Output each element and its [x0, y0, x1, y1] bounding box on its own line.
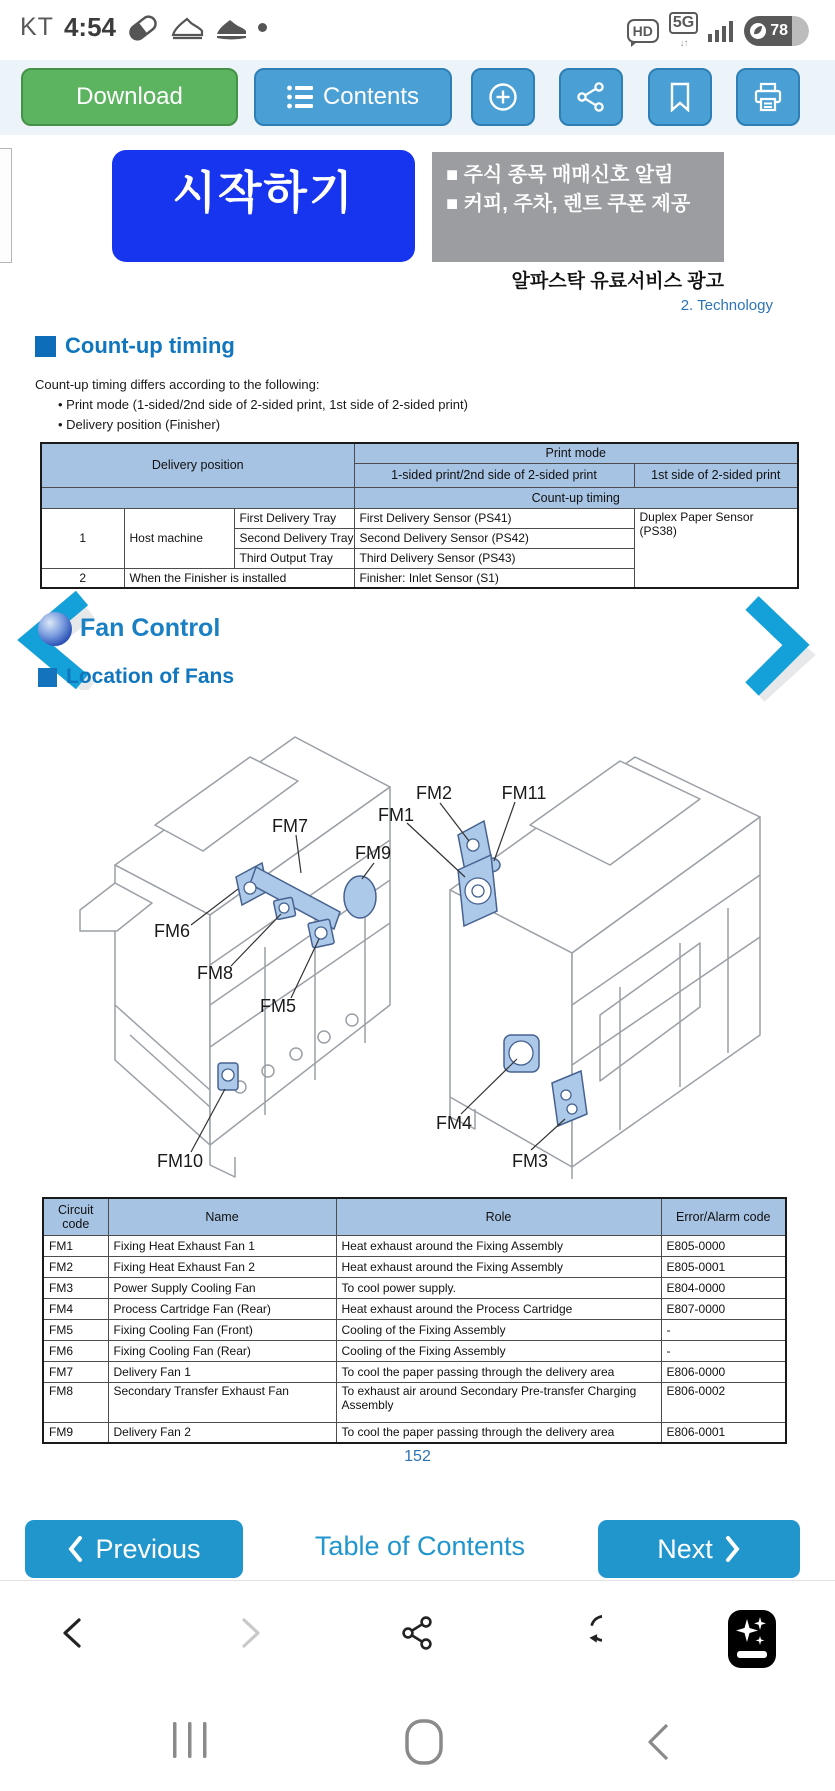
5g-icon: 5G ↓↑ [669, 12, 698, 50]
cell-sensor3: Third Delivery Sensor (PS43) [354, 548, 634, 568]
shoe-outline-icon [170, 15, 204, 41]
cell-name: Secondary Transfer Exhaust Fan [108, 1382, 336, 1422]
diagram-label-fm8: FM8 [197, 963, 233, 983]
cell-role: To exhaust air around Secondary Pre-transfer Charging Assembly [336, 1382, 661, 1422]
cell-err: E805-0001 [661, 1256, 786, 1277]
print-icon [753, 82, 783, 112]
android-navigation-bar [0, 1690, 835, 1791]
th-print-mode: Print mode [354, 443, 798, 463]
cell-err: E806-0001 [661, 1422, 786, 1443]
diagram-label-fm6: FM6 [154, 921, 190, 941]
cell-name: Fixing Heat Exhaust Fan 1 [108, 1235, 336, 1256]
ad-edge-fragment [0, 148, 12, 263]
th-error-code: Error/Alarm code [661, 1198, 786, 1235]
print-button[interactable] [736, 68, 800, 126]
cell-name: Process Cartridge Fan (Rear) [108, 1298, 336, 1319]
download-label: Download [76, 83, 183, 110]
cell-role: Heat exhaust around the Process Cartridge [336, 1298, 661, 1319]
document-page [0, 135, 835, 1580]
previous-label: Previous [95, 1533, 201, 1564]
table-of-contents-link[interactable]: Table of Contents [314, 1531, 526, 1561]
cell-row1-loc: Host machine [124, 508, 234, 568]
cell-role: To cool the paper passing through the delivery area [336, 1422, 661, 1443]
ai-assist-icon[interactable] [727, 1609, 777, 1669]
cell-duplex-sensor: Duplex Paper Sensor (PS38) [634, 508, 798, 588]
cell-code: FM2 [43, 1256, 108, 1277]
next-label: Next [657, 1533, 713, 1564]
table-row [43, 1298, 786, 1319]
notification-dot [258, 23, 267, 32]
ad-text-box[interactable] [432, 152, 724, 262]
table-row [43, 1361, 786, 1382]
browser-toolbar [0, 1580, 835, 1690]
contents-label: Contents [322, 83, 420, 110]
cell-err: E807-0000 [661, 1298, 786, 1319]
cell-code: FM4 [43, 1298, 108, 1319]
add-button[interactable] [471, 68, 535, 126]
cell-sensor1: First Delivery Sensor (PS41) [354, 508, 634, 528]
cell-code: FM9 [43, 1422, 108, 1443]
fan-location-diagram [60, 705, 780, 1185]
home-icon[interactable] [404, 1718, 444, 1766]
add-circle-icon [488, 82, 518, 112]
diagram-label-fm9: FM9 [355, 843, 391, 863]
next-page-chevron[interactable] [738, 593, 818, 703]
cell-tray1: First Delivery Tray [234, 508, 354, 528]
cell-role: To cool the paper passing through the delivery area [336, 1361, 661, 1382]
th-mode1: 1-sided print/2nd side of 2-sided print [354, 463, 634, 487]
sphere-bullet [38, 612, 72, 646]
diagram-label-fm11: FM11 [501, 783, 547, 803]
intro-text: Count-up timing differs according to the following: [35, 377, 320, 392]
back-icon[interactable] [55, 1615, 91, 1651]
cell-row2-loc: When the Finisher is installed [124, 568, 354, 588]
download-button[interactable] [21, 68, 238, 126]
cell-role: Heat exhaust around the Fixing Assembly [336, 1235, 661, 1256]
table-row [43, 1319, 786, 1340]
cell-name: Power Supply Cooling Fan [108, 1277, 336, 1298]
square-bullet [38, 668, 57, 687]
cell-code: FM6 [43, 1340, 108, 1361]
cell-role: Heat exhaust around the Fixing Assembly [336, 1256, 661, 1277]
cell-name: Fixing Cooling Fan (Rear) [108, 1340, 336, 1361]
shoe-filled-icon [214, 15, 248, 41]
th-role: Role [336, 1198, 661, 1235]
section-fan-control: Fan Control [80, 614, 221, 642]
diagram-label-fm1: FM1 [378, 805, 414, 825]
cell-name: Fixing Cooling Fan (Front) [108, 1319, 336, 1340]
previous-button[interactable] [25, 1520, 243, 1578]
cell-name: Fixing Heat Exhaust Fan 2 [108, 1256, 336, 1277]
th-spacer [41, 487, 354, 508]
cell-row2-num: 2 [41, 568, 124, 588]
bullet-delivery-position: • Delivery position (Finisher) [58, 417, 221, 432]
diagram-label-fm7: FM7 [272, 816, 308, 836]
cell-err: E806-0000 [661, 1361, 786, 1382]
cell-code: FM5 [43, 1319, 108, 1340]
chevron-right-icon [725, 1536, 741, 1562]
cell-code: FM3 [43, 1277, 108, 1298]
cell-code: FM7 [43, 1361, 108, 1382]
share-button[interactable] [559, 68, 623, 126]
cell-code: FM1 [43, 1235, 108, 1256]
fan-table [42, 1197, 787, 1444]
cell-err: - [661, 1340, 786, 1361]
cell-role: To cool power supply. [336, 1277, 661, 1298]
battery-indicator: 78 [744, 16, 809, 46]
diagram-label-fm10: FM10 [156, 1151, 204, 1171]
section-title: Count-up timing [65, 333, 235, 358]
cell-row1-num: 1 [41, 508, 124, 568]
ad-cta-button[interactable]: 시작하기 [112, 150, 415, 262]
diagram-label-fm5: FM5 [260, 996, 296, 1016]
cell-err: - [661, 1319, 786, 1340]
signal-icon [708, 19, 734, 43]
th-count-up-timing: Count-up timing [354, 487, 798, 508]
section-location-of-fans [38, 665, 234, 689]
ad-line-2: ■ 커피, 주차, 렌트 쿠폰 제공 [446, 193, 691, 215]
list-icon [287, 85, 313, 109]
cell-name: Delivery Fan 2 [108, 1422, 336, 1443]
cell-name: Delivery Fan 1 [108, 1361, 336, 1382]
contents-button[interactable] [254, 68, 452, 126]
bookmark-button[interactable] [648, 68, 712, 126]
battery-leaf-icon [749, 22, 767, 40]
table-row [43, 1422, 786, 1443]
table-row [43, 1256, 786, 1277]
breadcrumb: 2. Technology [680, 297, 773, 314]
square-bullet [35, 336, 56, 357]
bookmark-icon [669, 82, 691, 112]
th-circuit-code: Circuit code [43, 1198, 108, 1235]
status-bar [0, 0, 835, 60]
cell-err: E806-0002 [661, 1382, 786, 1422]
table-row [43, 1235, 786, 1256]
cell-err: E805-0000 [661, 1235, 786, 1256]
th-delivery-position: Delivery position [41, 443, 354, 487]
cell-code: FM8 [43, 1382, 108, 1422]
android-back-icon[interactable] [644, 1722, 672, 1762]
clock: 4:54 [63, 12, 116, 42]
th-mode2: 1st side of 2-sided print [634, 463, 798, 487]
next-button[interactable] [598, 1520, 800, 1578]
carrier-label: KT [20, 13, 54, 41]
table-row [43, 1340, 786, 1361]
diagram-label-fm4: FM4 [436, 1113, 472, 1133]
th-name: Name [108, 1198, 336, 1235]
ad-line-1: ■ 주식 종목 매매신호 알림 [446, 164, 674, 186]
cell-role: Cooling of the Fixing Assembly [336, 1319, 661, 1340]
section-count-up-timing [35, 333, 235, 359]
recents-icon[interactable] [171, 1718, 209, 1762]
count-up-table [40, 442, 799, 589]
refresh-icon[interactable] [566, 1615, 602, 1651]
cell-row2-sensor: Finisher: Inlet Sensor (S1) [354, 568, 634, 588]
page-number: 152 [404, 1448, 431, 1465]
cell-tray2: Second Delivery Tray [234, 528, 354, 548]
hd-icon: HD [627, 19, 659, 43]
diagram-label-fm2: FM2 [416, 783, 452, 803]
cell-tray3: Third Output Tray [234, 548, 354, 568]
forward-icon[interactable] [232, 1615, 268, 1651]
share-icon [577, 82, 605, 112]
section-title: Location of Fans [66, 665, 234, 688]
table-row [43, 1382, 786, 1422]
ad-caption: 알파스탁 유료서비스 광고 [511, 271, 724, 292]
pill-icon [126, 14, 160, 42]
reader-toolbar [0, 60, 835, 135]
share-icon[interactable] [399, 1615, 435, 1651]
cell-err: E804-0000 [661, 1277, 786, 1298]
table-row [43, 1277, 786, 1298]
diagram-label-fm3: FM3 [512, 1151, 548, 1171]
cell-sensor2: Second Delivery Sensor (PS42) [354, 528, 634, 548]
chevron-left-icon [67, 1536, 83, 1562]
cell-role: Cooling of the Fixing Assembly [336, 1340, 661, 1361]
bullet-print-mode: • Print mode (1-sided/2nd side of 2-sided print, 1st side of 2-sided print) [58, 397, 468, 412]
